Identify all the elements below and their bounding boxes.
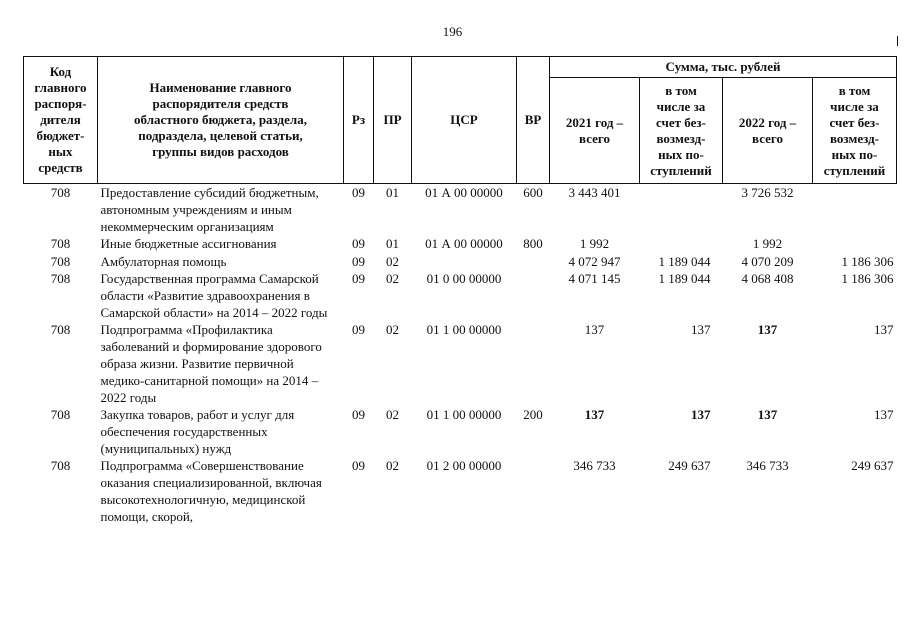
row-csr — [412, 253, 517, 270]
row-2021-grants: 1 189 044 — [658, 271, 711, 286]
row-2022-total: 3 726 532 — [741, 185, 794, 200]
row-2021-grants — [640, 184, 723, 236]
row-name: Государственная программа Самарской области «Развитие здравоохранения в Самарской области» на 2014 – 2022 годы — [100, 271, 328, 320]
row-code: 708 — [50, 322, 71, 337]
header-2021-grants: в том числе за счет без- возмезд- ных по- ступлений — [640, 78, 723, 184]
table-row — [24, 321, 897, 406]
budget-table — [23, 56, 897, 525]
header-sum: Сумма, тыс. рублей — [550, 57, 897, 78]
row-name: Закупка товаров, работ и услуг для обеспечения государственных (муниципальных) нужд — [100, 407, 295, 456]
row-rz: 09 — [352, 236, 365, 251]
row-rz: 09 — [352, 458, 365, 473]
row-code: 708 — [50, 236, 71, 251]
row-2022-total: 1 992 — [752, 236, 783, 251]
row-vr: 600 — [523, 185, 543, 200]
row-csr: 01 0 00 00000 — [426, 271, 502, 286]
row-2022-grants: 137 — [874, 322, 894, 337]
row-csr: 01 2 00 00000 — [426, 458, 502, 473]
page-number: 196 — [442, 24, 463, 39]
row-code: 708 — [50, 254, 71, 269]
row-vr — [517, 253, 550, 270]
header-rz: Рз — [344, 57, 374, 184]
row-2021-grants: 1 189 044 — [658, 254, 711, 269]
table-row — [24, 253, 897, 270]
row-2021-grants: 137 — [691, 407, 711, 422]
row-2021-grants — [640, 235, 723, 253]
table-row — [24, 270, 897, 321]
row-name: Амбулаторная помощь — [100, 254, 227, 269]
row-2022-total: 4 070 209 — [741, 254, 794, 269]
table-row — [24, 235, 897, 253]
row-2022-grants — [813, 184, 897, 236]
row-2021-total: 4 072 947 — [568, 254, 621, 269]
row-rz: 09 — [352, 185, 365, 200]
row-2021-total: 346 733 — [573, 458, 616, 473]
row-2022-total: 4 068 408 — [741, 271, 794, 286]
row-2022-grants — [813, 235, 897, 253]
row-name: Предоставление субсидий бюджетным, автономным учреждениям и иным некоммерческим организациям — [100, 185, 319, 234]
row-2021-grants: 137 — [691, 322, 711, 337]
row-rz: 09 — [352, 322, 365, 337]
scan-mark — [897, 36, 898, 46]
table-row — [24, 406, 897, 457]
row-rz: 09 — [352, 407, 365, 422]
row-pr: 01 — [386, 185, 399, 200]
row-rz: 09 — [352, 271, 365, 286]
table-row — [24, 184, 897, 236]
row-2021-total: 4 071 145 — [568, 271, 621, 286]
row-2022-grants: 1 186 306 — [841, 254, 894, 269]
row-pr: 02 — [386, 271, 399, 286]
row-code: 708 — [50, 407, 71, 422]
header-csr: ЦСР — [412, 57, 517, 184]
header-pr: ПР — [374, 57, 412, 184]
row-pr: 02 — [386, 458, 399, 473]
row-rz: 09 — [352, 254, 365, 269]
row-vr — [517, 321, 550, 406]
row-csr: 01 А 00 00000 — [425, 185, 503, 200]
header-code: Код главного распоря- дителя бюджет- ных средств — [24, 57, 98, 184]
row-code: 708 — [50, 185, 71, 200]
row-name: Иные бюджетные ассигнования — [100, 236, 277, 251]
header-2022-grants: в том числе за счет без- возмезд- ных по- ступлений — [813, 78, 897, 184]
row-pr: 01 — [386, 236, 399, 251]
header-2022-total: 2022 год – всего — [723, 78, 813, 184]
row-2021-total: 137 — [584, 407, 605, 422]
row-vr — [517, 270, 550, 321]
row-2022-grants: 1 186 306 — [841, 271, 894, 286]
row-vr: 800 — [523, 236, 543, 251]
header-2021-total: 2021 год – всего — [550, 78, 640, 184]
table-row — [24, 457, 897, 525]
header-vr: ВР — [517, 57, 550, 184]
row-pr: 02 — [386, 407, 399, 422]
row-code: 708 — [50, 271, 71, 286]
row-csr: 01 А 00 00000 — [425, 236, 503, 251]
row-csr: 01 1 00 00000 — [426, 407, 502, 422]
header-name: Наименование главного распорядителя средств областного бюджета, раздела, подраздела, целевой статьи, группы видов расходов — [98, 57, 344, 184]
row-2021-total: 3 443 401 — [568, 185, 621, 200]
row-name: Подпрограмма «Совершенствование оказания специализированной, включая высокотехнологичную, медицинской помощи, скорой, — [100, 458, 322, 524]
row-2021-grants: 249 637 — [668, 458, 711, 473]
row-vr — [517, 457, 550, 525]
row-vr: 200 — [523, 407, 543, 422]
row-2022-total: 346 733 — [746, 458, 789, 473]
row-2022-grants: 249 637 — [851, 458, 894, 473]
row-code: 708 — [50, 458, 71, 473]
row-2021-total: 1 992 — [579, 236, 610, 251]
row-pr: 02 — [386, 322, 399, 337]
row-2021-total: 137 — [584, 322, 605, 337]
row-csr: 01 1 00 00000 — [426, 322, 502, 337]
row-2022-grants: 137 — [874, 407, 894, 422]
row-2022-total: 137 — [757, 322, 778, 337]
row-pr: 02 — [386, 254, 399, 269]
row-2022-total: 137 — [757, 407, 778, 422]
row-name: Подпрограмма «Профилактика заболеваний и формирование здорового образа жизни. Развитие первичной медико-санитарной помощи» на 2014 – 2022 годы — [100, 322, 322, 405]
